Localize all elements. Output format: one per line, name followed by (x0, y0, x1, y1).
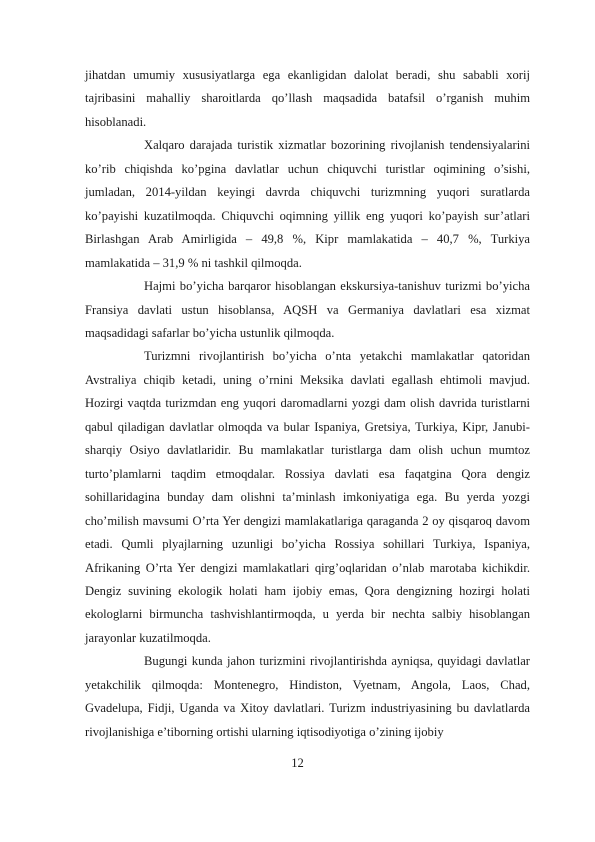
paragraph: Xalqaro darajada turistik xizmatlar bozorining rivojlanish tendensiyalarini ko’rib chiqishda ko’pgina davlatlar uchun chiquvchi turistlar oqimining o’sishi, jumladan, 2014-yildan keyingi davrda chiquvchi turizmning yuqori suratlarda ko’payishi kuzatilmoqda. Chiquvchi oqimning yillik eng yuqori ko’payish sur’atlari Birlashgan Arab Amirligida – 49,8 %, Kipr mamlakatida – 40,7 %, Turkiya mamlakatida – 31,9 % ni tashkil qilmoqda. (85, 138, 530, 270)
paragraph-continuation: jihatdan umumiy xususiyatlarga ega ekanligidan dalolat beradi, shu sababli xorij tajribasini mahalliy sharoitlarda qo’llash maqsadida batafsil o’rganish muhim hisoblanadi. (85, 68, 530, 129)
paragraph: Hajmi bo’yicha barqaror hisoblangan ekskursiya-tanishuv turizmi bo’yicha Fransiya davlati ustun hisoblansa, AQSH va Germaniya davlatlari esa xizmat maqsadidagi safarlar bo’yicha ustunlik qilmoqda. (85, 279, 530, 340)
page-number: 12 (291, 756, 304, 770)
paragraph: Bugungi kunda jahon turizmini rivojlantirishda ayniqsa, quyidagi davlatlar yetakchilik qilmoqda: Montenegro, Hindiston, Vyetnam, Angola, Laos, Chad, Gvadelupa, Fidji, Uganda va Xitoy davlatlari. Turizm industriyasining bu davlatlarda rivojlanishiga e’tiborning ortishi ularning iqtisodiyotiga o’zining ijobiy (85, 654, 530, 739)
paragraph: Turizmni rivojlantirish bo’yicha o’nta yetakchi mamlakatlar qatoridan Avstraliya chiqib ketadi, uning o’rnini Meksika davlati egallash ehtimoli mavjud. Hozirgi vaqtda turizmdan eng yuqori daromadlarni yozgi dam olish davrida turistlarni qabul qiladigan davlatlar olmoqda va bular Ispaniya, Gretsiya, Turkiya, Kipr, Janubi-sharqiy Osiyo davlatlaridir. Bu mamlakatlar turistlarga dam olish uchun mumtoz turto’plamlarni taqdim etmoqdalar. Rossiya davlati esa faqatgina Qora dengiz sohillaridagina bunday dam olishni ta’minlash imkoniyatiga ega. Bu yerda yozgi cho’milish mavsumi O’rta Yer dengizi mamlakatlariga qaraganda 2 oy qisqaroq davom etadi. Qumli plyajlarning uzunligi bo’yicha Rossiya sohillari Turkiya, Ispaniya, Afrikaning O’rta Yer dengizi mamlakatlari qirg’oqlaridan o’nlab marotaba kichikdir. Dengiz suvining ekologik holati ham ijobiy emas, Qora dengizning hozirgi holati ekologlarni birmuncha tashvishlantirmoqda, u yerda bir nechta salbiy hisoblangan jarayonlar kuzatilmoqda. (85, 349, 530, 645)
body-text (85, 64, 530, 744)
